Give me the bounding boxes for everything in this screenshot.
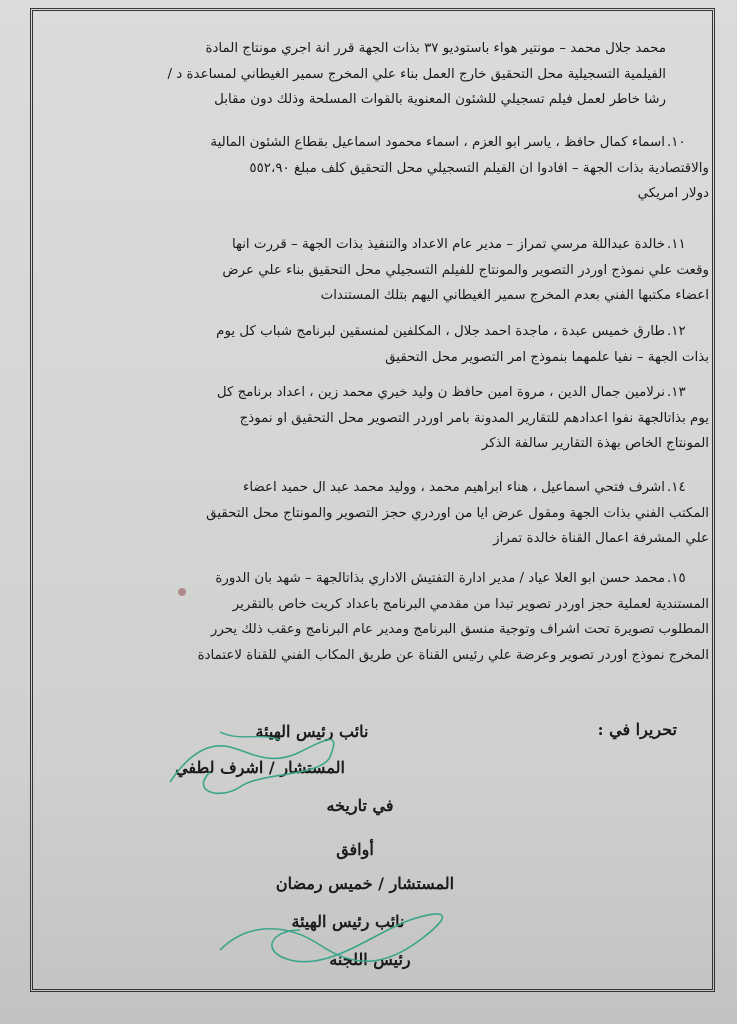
approval-label: أوافق xyxy=(336,840,374,859)
text-line: اسماء كمال حافظ ، ياسر ابو العزم ، اسماء محمود اسماعيل بقطاع الشئون المالية xyxy=(210,135,665,150)
dated-label: في تاريخه xyxy=(326,796,394,815)
text-line: نرلامين جمال الدين ، مروة امين حافظ ن وليد خيري محمد زين ، اعداد برنامج كل xyxy=(216,385,665,400)
text-line: دولار امريكي xyxy=(637,186,709,202)
text-line: المطلوب تصويرة تحت اشراف وتوجية منسق البرنامج ومدير عام البرنامج وعقب ذلك يحرر xyxy=(210,622,709,638)
text-line: اعضاء مكتبها الفني بعدم المخرج سمير الغيطاني اليهم بتلك المستندات xyxy=(320,288,709,304)
item-number: .١٢ xyxy=(667,324,686,339)
intro-paragraph xyxy=(62,36,666,113)
text-line: علي المشرفة اعمال القناة خالدة تمراز xyxy=(493,531,709,547)
list-item xyxy=(85,319,709,370)
list-item xyxy=(85,130,709,207)
signature-2-title: نائب رئيس الهيئة xyxy=(291,912,405,931)
text-line: المونتاج الخاص بهذة التقارير سالفة الذكر xyxy=(481,436,709,452)
text-line: الفيلمية التسجيلية محل التحقيق خارج العمل بناء علي المخرج سمير الغيطاني لمساعدة د / xyxy=(167,66,666,82)
text-line: خالدة عبداللة مرسي تمراز – مدير عام الاعداد والتنفيذ بذات الجهة – قررت انها xyxy=(231,237,665,252)
signature-2-role: رئيس اللجنه xyxy=(329,950,411,969)
signature-1-name: المستشار / اشرف لطفي xyxy=(175,758,345,777)
text-line: المخرج نموذج اوردر تصوير وعرضة علي رئيس القناة عن طريق المكاب الفني للقناة لاعتمادة xyxy=(197,647,709,663)
watermark-dot xyxy=(178,588,186,596)
text-line: رشا خاطر لعمل فيلم تسجيلي للشئون المعنوية بالقوات المسلحة وذلك دون مقابل xyxy=(214,92,666,108)
text-line: بذات الجهة – نفيا علمهما بنموذج امر التصوير محل التحقيق xyxy=(385,349,709,365)
text-line: المستندية لعملية حجز اوردر تصوير تبدا من مقدمي البرنامج باعداد كريت خاص بالتقرير xyxy=(232,596,709,612)
text-line: محمد جلال محمد – مونتير هواء باستوديو ٣٧ بذات الجهة قرر انة اجري مونتاج المادة xyxy=(205,41,666,56)
list-item xyxy=(85,475,709,552)
item-number: .١١ xyxy=(667,237,686,252)
signature-2-scribble xyxy=(210,900,450,980)
text-line: يوم بذاتالجهة نفوا اعدادهم للتقارير المدونة بامر اوردر التصوير محل التحقيق او نموذج xyxy=(239,410,709,426)
text-line: اشرف فتحي اسماعيل ، هناء ابراهيم محمد ، ووليد محمد عبد ال حميد اعضاء xyxy=(243,480,665,495)
text-line: طارق خميس عبدة ، ماجدة احمد جلال ، المكلفين لمنسقين لبرنامج شباب كل يوم xyxy=(216,324,665,339)
written-in-label: تحريرا في : xyxy=(597,720,677,739)
text-line: والاقتصادية بذات الجهة – افادوا ان الفيلم التسجيلي محل التحقيق كلف مبلغ ٥٥٢،٩٠ xyxy=(249,160,709,176)
list-item xyxy=(85,232,709,309)
signature-1-title: نائب رئيس الهيئة xyxy=(255,722,369,741)
item-number: .١٤ xyxy=(667,480,686,495)
text-line: وقعت علي نموذج اوردر التصوير والمونتاج للفيلم التسجيلي محل التحقيق بناء علي عرض xyxy=(222,262,709,278)
text-line: المكتب الفني بذات الجهة ومقول عرض ايا من اوردري حجز التصوير والمونتاج محل التحقيق xyxy=(206,505,709,521)
item-number: .١٥ xyxy=(667,571,686,586)
text-line: محمد حسن ابو العلا عياد / مدير ادارة التفتيش الاداري بذاتالجهة – شهد بان الدورة xyxy=(215,571,665,586)
item-number: .١٣ xyxy=(667,385,686,400)
list-item xyxy=(85,566,709,668)
item-number: .١٠ xyxy=(667,135,686,150)
signature-1-scribble xyxy=(150,712,350,802)
list-item xyxy=(85,380,709,457)
signature-2-name: المستشار / خميس رمضان xyxy=(275,874,455,893)
